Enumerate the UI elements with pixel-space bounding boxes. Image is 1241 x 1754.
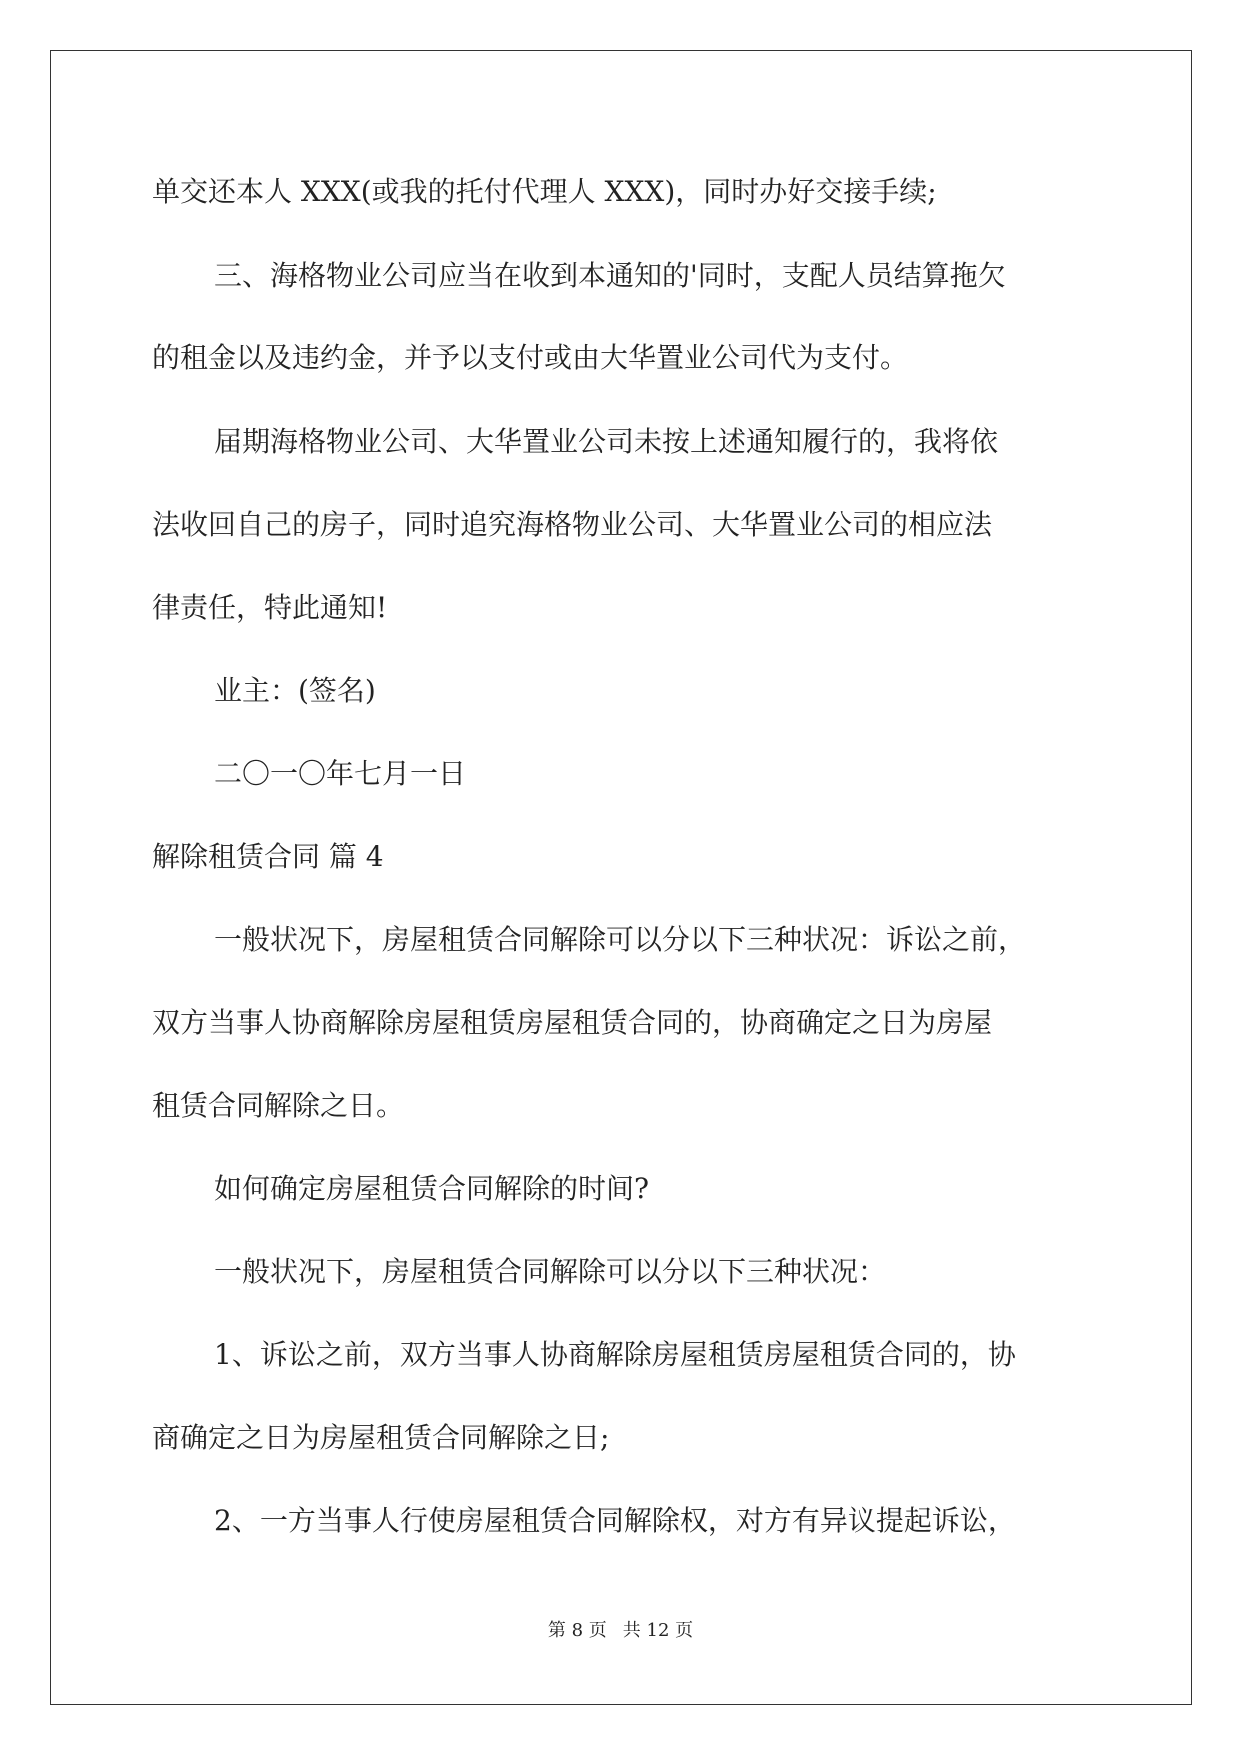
text-line: 三、海格物业公司应当在收到本通知的'同时，支配人员结算拖欠: [214, 259, 1006, 292]
text-line: 双方当事人协商解除房屋租赁房屋租赁合同的，协商确定之日为房屋: [152, 1006, 993, 1039]
section-heading: 解除租赁合同 篇 4: [152, 840, 384, 873]
text-line: 租赁合同解除之日。: [152, 1089, 405, 1122]
text-line: 商确定之日为房屋租赁合同解除之日;: [152, 1421, 610, 1454]
text-line: 如何确定房屋租赁合同解除的时间?: [214, 1172, 650, 1205]
text-line: 的租金以及违约金，并予以支付或由大华置业公司代为支付。: [152, 341, 909, 374]
text-line: 一般状况下，房屋租赁合同解除可以分以下三种状况：: [214, 1255, 887, 1288]
text-line: 单交还本人 XXX(或我的托付代理人 XXX)，同时办好交接手续;: [152, 175, 937, 208]
page-number: 第 8 页: [547, 1620, 607, 1641]
page-border: [50, 50, 1192, 1705]
text-line: 律责任，特此通知!: [152, 591, 388, 624]
page-total: 共 12 页: [622, 1620, 694, 1641]
date-line: 二〇一〇年七月一日: [214, 757, 467, 790]
text-line: 法收回自己的房子，同时追究海格物业公司、大华置业公司的相应法: [152, 508, 993, 541]
text-line: 届期海格物业公司、大华置业公司未按上述通知履行的，我将依: [214, 425, 999, 458]
signature-line: 业主：(签名): [214, 674, 376, 707]
text-line: 1、诉讼之前，双方当事人协商解除房屋租赁房屋租赁合同的，协: [214, 1338, 1016, 1371]
page-footer: [0, 1616, 1241, 1642]
text-line: 一般状况下，房屋租赁合同解除可以分以下三种状况：诉讼之前，: [214, 923, 1027, 956]
text-line: 2、一方当事人行使房屋租赁合同解除权，对方有异议提起诉讼，: [214, 1504, 1016, 1537]
